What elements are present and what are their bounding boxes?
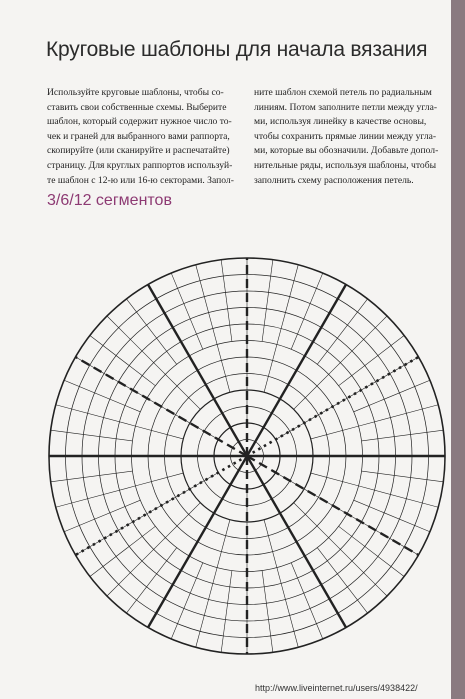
template-spoke: [56, 405, 136, 426]
template-spoke: [126, 548, 176, 613]
template-spoke: [359, 486, 439, 507]
template-spoke: [264, 344, 277, 392]
template-spoke: [339, 526, 404, 576]
footer-url: http://www.liveinternet.ru/users/4938422/: [255, 683, 418, 693]
template-spoke: [51, 430, 133, 441]
template-spoke: [217, 520, 230, 568]
template-spoke: [276, 423, 305, 440]
template-spoke: [56, 486, 136, 507]
body-line: линиям. Потом заполните петли между угла-: [254, 101, 438, 113]
body-line: те шаблон с 12-ю или 16-ю секторами. Запол-: [47, 174, 234, 186]
template-spoke: [262, 260, 273, 342]
template-spoke: [277, 568, 298, 648]
template-spoke: [135, 473, 183, 486]
body-line: нительные ряды, используя шаблоны, чтобы: [254, 159, 437, 171]
template-spoke: [264, 520, 277, 568]
template-spoke: [196, 568, 217, 648]
template-axis-solid: [148, 285, 247, 456]
section-subtitle: 3/6/12 сегментов: [47, 192, 172, 209]
body-line: Используйте круговые шаблоны, чтобы со-: [47, 87, 224, 98]
template-spoke: [359, 405, 439, 426]
body-line: чек и граней для выбранного вами раппорта,: [47, 130, 230, 142]
template-axis-solid: [148, 456, 247, 627]
template-spoke: [135, 426, 183, 439]
template-axis-solid: [247, 456, 346, 627]
template-spoke: [217, 344, 230, 392]
template-axis-dashed: [247, 456, 418, 555]
template-center-dot: [245, 454, 249, 458]
body-line: ставить свои собственные схемы. Выберите: [47, 101, 227, 113]
template-spoke: [329, 538, 387, 596]
template-axis-solid: [247, 285, 346, 456]
template-spoke: [277, 265, 298, 345]
body-line: страницу. Для круглых раппортов используй-: [47, 159, 233, 171]
template-spoke: [262, 571, 273, 653]
template-axis-dashed: [76, 357, 247, 456]
template-spoke: [51, 471, 133, 482]
template-spoke: [221, 571, 232, 653]
template-spoke: [362, 430, 444, 441]
template-spoke: [311, 426, 359, 439]
body-line: шаблон, который содержит нужное число то-: [47, 116, 232, 128]
template-spoke: [107, 316, 165, 374]
body-line: заполнить схему расположения петель.: [254, 174, 414, 186]
template-spoke: [107, 538, 165, 596]
body-line: ми, используя линейку в качестве основы,: [254, 116, 427, 128]
body-line: ните шаблон схемой петель по радиальным: [254, 87, 432, 98]
page-title: Круговые шаблоны для начала вязания: [46, 38, 428, 61]
template-spoke: [317, 299, 367, 364]
template-spoke: [126, 299, 176, 364]
template-spoke: [339, 335, 404, 385]
template-spoke: [362, 471, 444, 482]
body-line: скопируйте (или сканируйте и распечатайте): [47, 145, 230, 157]
template-spoke: [190, 473, 219, 490]
body-line: ми, которые вы обозначили. Добавьте допол-: [254, 145, 439, 157]
template-spoke: [196, 265, 217, 345]
template-spoke: [221, 260, 232, 342]
template-spoke: [311, 473, 359, 486]
body-line: чтобы сохранить прямые линии между угла-: [254, 130, 437, 142]
template-spoke: [329, 316, 387, 374]
template-spoke: [90, 526, 155, 576]
template-spoke: [90, 335, 155, 385]
template-spoke: [317, 548, 367, 613]
